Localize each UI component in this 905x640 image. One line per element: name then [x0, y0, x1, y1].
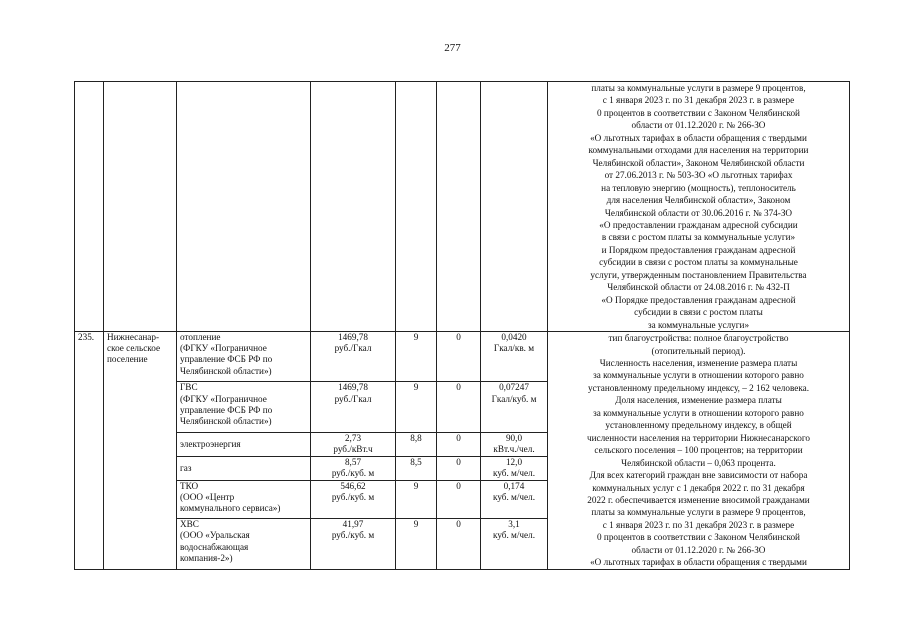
service-volume: 0,07247 Гкал/куб. м: [481, 382, 548, 432]
service-name: отопление (ФГКУ «Пограничное управление ФСБ РФ по Челябинской области»): [177, 332, 311, 382]
cell-empty-tariff: [311, 82, 396, 332]
note-line: Челябинской области – 0,063 процента.: [621, 457, 776, 468]
note-line: области от 01.12.2020 г. № 266-ЗО: [631, 120, 766, 131]
service-name: ТКО (ООО «Центр коммунального сервиса»): [177, 481, 311, 519]
service-index: 9: [396, 519, 437, 569]
service-volume: 12,0 куб. м/чел.: [481, 456, 548, 480]
tariff-table: [74, 81, 850, 570]
note-line: «О предоставлении гражданам адресной субсидии: [599, 219, 798, 230]
note-line: 0 процентов в соответствии с Законом Челябинской: [597, 107, 800, 118]
note-line: численности населения на территории Нижнесанарского: [586, 432, 810, 443]
note-line: для населения Челябинской области», Законом: [606, 195, 791, 206]
page-number: 277: [444, 42, 461, 54]
note-line: с 1 января 2023 г. по 31 декабря 2023 г. в размере: [602, 519, 795, 530]
note-line: за коммунальные услуги»: [647, 319, 750, 330]
note-line: Челябинской области от 30.06.2016 г. № 374-ЗО: [604, 207, 793, 218]
note-line: установленному предельному индексу, – 2 162 человека.: [587, 382, 810, 393]
service-change: 0: [437, 519, 481, 569]
service-name: газ: [177, 456, 311, 480]
note-line: Челябинской области», Законом Челябинской области: [592, 157, 805, 168]
note-line: услуги, утвержденным постановлением Правительства: [590, 269, 807, 280]
service-name: электроэнергия: [177, 432, 311, 456]
cell-empty-volume: [481, 82, 548, 332]
note-line: 0 процентов в соответствии с Законом Челябинской: [597, 532, 800, 543]
service-index: 8,8: [396, 432, 437, 456]
table-row-continuation: [75, 82, 850, 332]
note-line: (отопительный период).: [651, 345, 746, 356]
service-change: 0: [437, 332, 481, 382]
note-line: и Порядком предоставления гражданам адресной: [601, 244, 796, 255]
service-change: 0: [437, 456, 481, 480]
service-tariff: 1469,78 руб./Гкал: [311, 332, 396, 382]
service-change: 0: [437, 432, 481, 456]
note-line: области от 01.12.2020 г. № 266-ЗО: [631, 544, 766, 555]
note-line: «О Порядке предоставления гражданам адресной: [601, 294, 796, 305]
service-volume: 3,1 куб. м/чел.: [481, 519, 548, 569]
note-line: Доля населения, изменение размера платы: [615, 395, 782, 406]
note-line: субсидии в связи с ростом платы: [634, 307, 763, 318]
service-index: 9: [396, 481, 437, 519]
note-line: коммунальными отходами для населения на территории: [588, 145, 809, 156]
note-line: 2022 г. обеспечивается изменение вносимой гражданами: [587, 494, 810, 505]
note-line: за коммунальные услуги в отношении которого равно: [593, 407, 804, 418]
service-tariff: 8,57 руб./куб. м: [311, 456, 396, 480]
note-line: Челябинской области от 24.08.2016 г. № 432-П: [607, 282, 790, 293]
note-line: платы за коммунальные услуги в размере 9 процентов,: [591, 83, 806, 93]
service-name: ХВС (ООО «Уральская водоснабжающая компания-2»): [177, 519, 311, 569]
cell-empty-number: [75, 82, 104, 332]
cell-empty-settlement: [104, 82, 177, 332]
service-index: 8,5: [396, 456, 437, 480]
service-volume: 90,0 кВт.ч./чел.: [481, 432, 548, 456]
note-line: за коммунальные услуги в отношении которого равно: [593, 370, 804, 381]
note-line: сельского поселения – 100 процентов; на территории: [594, 445, 803, 456]
note-line: Численность населения, изменение размера платы: [599, 357, 798, 368]
note-line: «О льготных тарифах в области обращения с твердыми: [590, 132, 807, 143]
cell-continuation-note: [548, 82, 850, 332]
cell-empty-service: [177, 82, 311, 332]
service-tariff: 41,97 руб./куб. м: [311, 519, 396, 569]
note-line: с 1 января 2023 г. по 31 декабря 2023 г. в размере: [602, 95, 795, 106]
service-tariff: 1469,78 руб./Гкал: [311, 382, 396, 432]
note-line: от 27.06.2013 г. № 503-ЗО «О льготных тарифах: [604, 170, 793, 181]
note-line: коммунальных услуг с 1 декабря 2022 г. по 31 декабря: [592, 482, 805, 493]
note-line: в связи с ростом платы за коммунальные услуги»: [601, 232, 796, 243]
note-line: установленному предельному индексу, в общей: [605, 420, 792, 431]
note-line: платы за коммунальные услуги в размере 9 процентов,: [591, 507, 806, 518]
service-change: 0: [437, 382, 481, 432]
service-volume: 0,174 куб. м/чел.: [481, 481, 548, 519]
note-line: субсидии в связи с ростом платы за коммунальные: [599, 257, 798, 268]
cell-empty-change: [437, 82, 481, 332]
service-tariff: 546,62 руб./куб. м: [311, 481, 396, 519]
table-row: [75, 332, 850, 382]
settlement-name: Нижнесанар- ское сельское поселение: [104, 332, 177, 570]
service-index: 9: [396, 382, 437, 432]
cell-row-note: [548, 332, 850, 570]
service-change: 0: [437, 481, 481, 519]
service-volume: 0,0420 Гкал/кв. м: [481, 332, 548, 382]
note-line: Для всех категорий граждан вне зависимости от набора: [589, 470, 808, 481]
row-number: 235.: [75, 332, 104, 570]
service-name: ГВС (ФГКУ «Пограничное управление ФСБ РФ по Челябинской области»): [177, 382, 311, 432]
cell-empty-index: [396, 82, 437, 332]
service-tariff: 2,73 руб./кВт.ч: [311, 432, 396, 456]
service-index: 9: [396, 332, 437, 382]
note-line: на тепловую энергию (мощность), теплоноситель: [601, 182, 796, 193]
note-line: тип благоустройства: полное благоустройство: [608, 333, 789, 344]
note-line: «О льготных тарифах в области обращения с твердыми: [590, 557, 807, 568]
